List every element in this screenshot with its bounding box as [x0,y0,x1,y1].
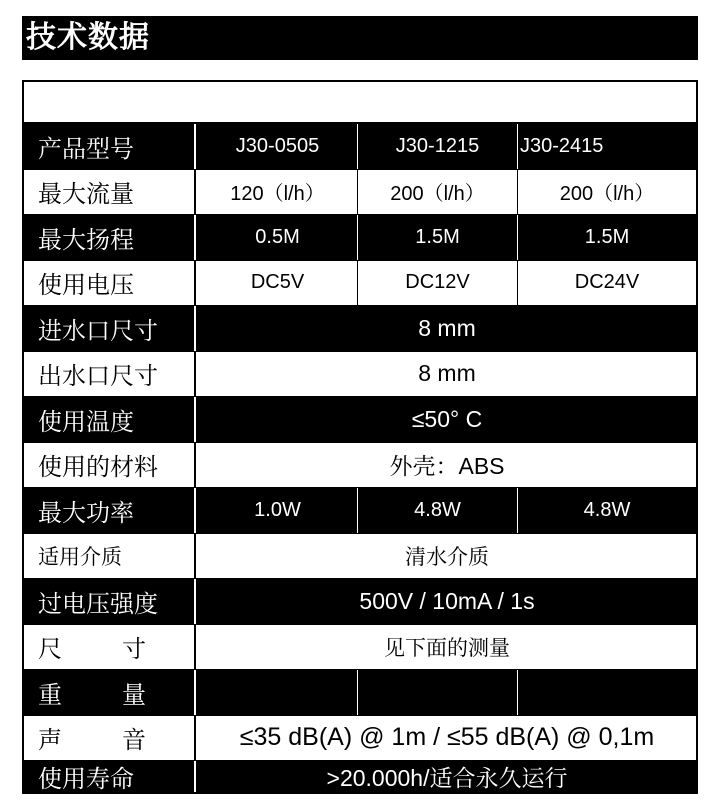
row-label: 进水口尺寸 [24,306,196,351]
table-row-inlet-size [24,306,696,352]
table-row-max-power [24,488,696,534]
table-row-temperature [24,397,696,443]
row-label-part: 声 [38,726,62,755]
row-label: 使用温度 [24,397,196,442]
page-title: 技术数据 [22,16,698,60]
row-label: 最大扬程 [24,215,196,260]
value-cell: 4.8W [358,488,518,533]
table-row-dimensions [24,625,696,671]
row-label: 最大功率 [24,488,196,533]
table-row-outlet-size [24,352,696,398]
table-row-max-head [24,215,696,261]
row-label [24,716,196,761]
row-label: 使用电压 [24,261,196,306]
table-row-material [24,443,696,489]
spec-table [22,80,698,794]
row-label: 适用介质 [24,534,196,579]
row-label: 过电压强度 [24,579,196,624]
value-cell: 0.5M [198,215,358,260]
value-cell: >20.000h/适合永久运行 [326,765,568,791]
value-cell: 1.5M [584,225,630,248]
model-cell-1: J30-0505 [198,124,358,169]
row-label-part: 尺 [38,635,62,664]
row-label: 产品型号 [24,124,196,169]
value-cell: 200（l/h） [559,183,655,206]
value-cell: 8 mm [418,314,476,341]
model-cell-3: J30-2415 [520,134,604,157]
blank-header-row [24,82,696,124]
row-label-part: 量 [122,680,146,709]
table-row-noise [24,716,696,762]
row-label: 出水口尺寸 [24,352,196,397]
table-row-weight [24,670,696,716]
row-label-part: 音 [122,726,146,755]
table-row-voltage [24,261,696,307]
table-row-model [24,124,696,170]
value-cell [198,670,358,715]
row-label [24,625,196,670]
value-cell [358,670,518,715]
value-cell: 4.8W [583,498,631,521]
table-row-overvoltage [24,579,696,625]
row-label: 使用寿命 [24,761,196,792]
value-cell [518,670,696,715]
row-label [24,670,196,715]
value-cell: 500V / 10mA / 1s [359,587,535,614]
value-cell: 外壳：ABS [389,453,505,480]
row-label: 最大流量 [24,170,196,215]
value-cell: 清水介质 [405,544,489,569]
table-row-lifetime [24,761,696,792]
model-cell-2: J30-1215 [358,124,518,169]
value-cell: DC5V [198,261,358,306]
value-cell: 1.0W [198,488,358,533]
row-label: 使用的材料 [24,443,196,488]
value-cell: 8 mm [418,360,476,387]
value-cell: ≤35 dB(A) @ 1m / ≤55 dB(A) @ 0,1m [239,723,655,752]
value-cell: DC12V [358,261,518,306]
table-row-medium [24,534,696,580]
value-cell: 200（l/h） [358,170,518,215]
value-cell: 见下面的测量 [384,635,510,660]
value-cell: DC24V [574,271,640,294]
table-row-max-flow [24,170,696,216]
value-cell: 120（l/h） [198,170,358,215]
value-cell: 1.5M [358,215,518,260]
value-cell: ≤50° C [411,405,483,432]
row-label-part: 重 [38,680,62,709]
row-label-part: 寸 [122,635,146,664]
